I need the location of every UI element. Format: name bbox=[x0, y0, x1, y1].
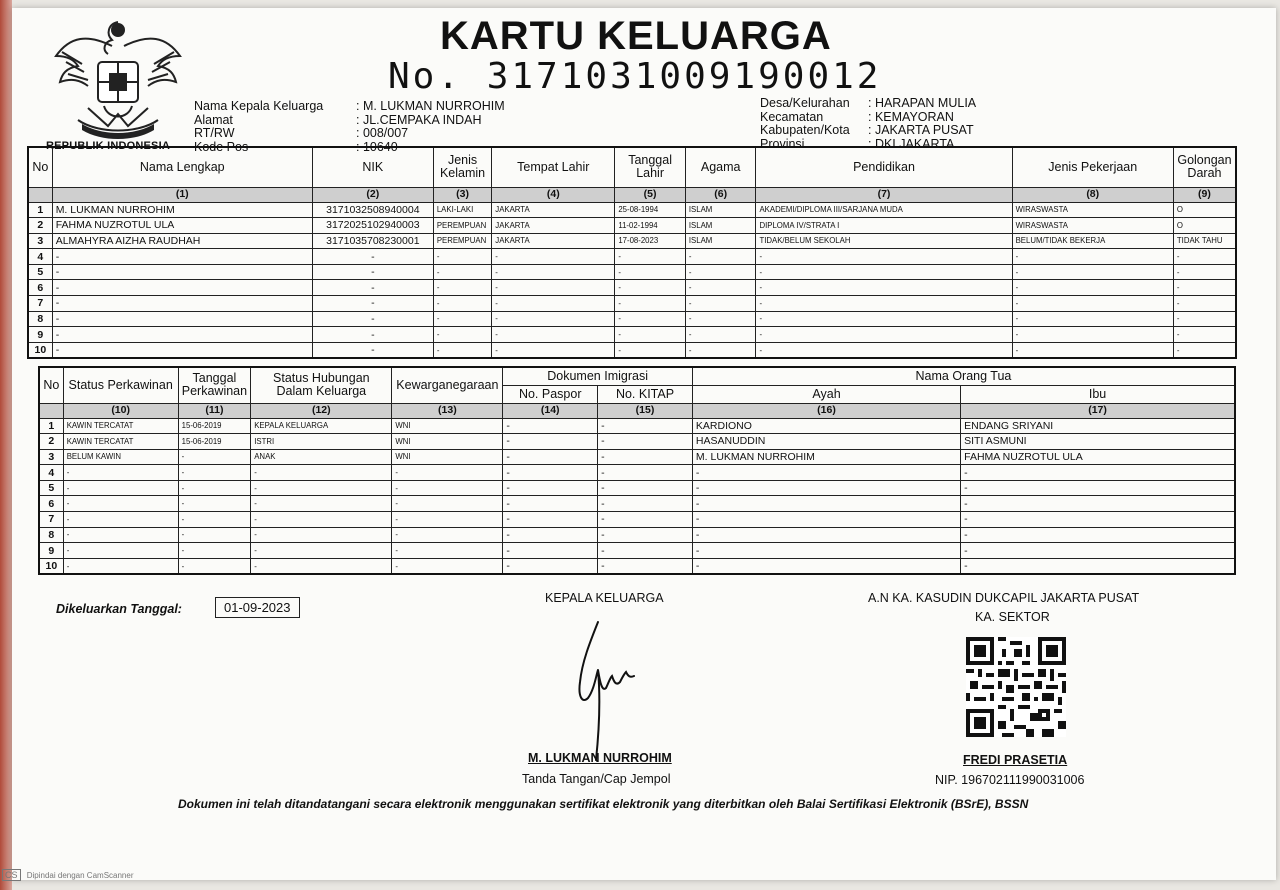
cell-ayah: - bbox=[692, 527, 960, 543]
table-row bbox=[28, 202, 1236, 218]
table-row bbox=[39, 543, 1235, 559]
head-of-family-name: M. LUKMAN NURROHIM bbox=[528, 751, 672, 765]
value-district: : KEMAYORAN bbox=[868, 109, 954, 124]
cell-tanggal-lahir: - bbox=[615, 311, 686, 327]
header-number: (15) bbox=[598, 403, 693, 418]
cell-agama: ISLAM bbox=[685, 233, 756, 249]
header-number: (14) bbox=[503, 403, 598, 418]
cell-no: 6 bbox=[39, 496, 63, 512]
header-number: (16) bbox=[692, 403, 960, 418]
cell-ayah: - bbox=[692, 480, 960, 496]
cell-pendidikan: - bbox=[756, 296, 1012, 312]
cell-no-paspor: - bbox=[503, 543, 598, 559]
cell-pendidikan: - bbox=[756, 342, 1012, 358]
cell-no: 5 bbox=[28, 264, 52, 280]
cell-kewarganegaraan: - bbox=[392, 465, 503, 481]
cell-no: 1 bbox=[39, 418, 63, 434]
cell-kewarganegaraan: - bbox=[392, 527, 503, 543]
table-row bbox=[28, 296, 1236, 312]
cell-agama: - bbox=[685, 296, 756, 312]
signature-icon bbox=[560, 612, 640, 762]
cell-tanggal-perkawinan: - bbox=[178, 480, 251, 496]
cell-jenis-pekerjaan: WIRASWASTA bbox=[1012, 218, 1173, 234]
cell-agama: - bbox=[685, 342, 756, 358]
cell-no: 10 bbox=[39, 558, 63, 574]
cell-jenis-kelamin: - bbox=[433, 327, 491, 343]
header-pendidikan: Pendidikan bbox=[756, 147, 1012, 187]
cell-jenis-kelamin: PEREMPUAN bbox=[433, 233, 491, 249]
cell-no-paspor: - bbox=[503, 527, 598, 543]
cell-status-hubungan: - bbox=[251, 543, 392, 559]
value-address: : JL.CEMPAKA INDAH bbox=[356, 112, 482, 127]
header-nama-lengkap: Nama Lengkap bbox=[52, 147, 312, 187]
header-number-blank bbox=[28, 187, 52, 202]
cell-nik: 3171032508940004 bbox=[312, 202, 433, 218]
header-right-labels bbox=[760, 97, 850, 151]
cell-status-perkawinan: - bbox=[63, 512, 178, 528]
cell-tempat-lahir: - bbox=[492, 342, 615, 358]
cell-no-kitap: - bbox=[598, 480, 693, 496]
family-card-number: No. 3171031009190012 bbox=[388, 56, 882, 97]
cell-jenis-kelamin: - bbox=[433, 280, 491, 296]
cell-jenis-kelamin: LAKI-LAKI bbox=[433, 202, 491, 218]
cell-no: 8 bbox=[39, 527, 63, 543]
cell-jenis-pekerjaan: WIRASWASTA bbox=[1012, 202, 1173, 218]
table-row bbox=[28, 264, 1236, 280]
header-number: (3) bbox=[433, 187, 491, 202]
cell-jenis-pekerjaan: - bbox=[1012, 342, 1173, 358]
official-title: A.N KA. KASUDIN DUKCAPIL JAKARTA PUSAT bbox=[868, 591, 1140, 605]
cell-nik: - bbox=[312, 264, 433, 280]
cell-nama-lengkap: - bbox=[52, 249, 312, 265]
header-jenis-kelamin: Jenis Kelamin bbox=[433, 147, 491, 187]
cell-status-perkawinan: - bbox=[63, 496, 178, 512]
label-district: Kecamatan bbox=[760, 109, 824, 124]
cell-status-hubungan: - bbox=[251, 465, 392, 481]
cell-ayah: - bbox=[692, 558, 960, 574]
label-province: Provinsi bbox=[760, 136, 805, 151]
cell-no-kitap: - bbox=[598, 496, 693, 512]
cell-kewarganegaraan: WNI bbox=[392, 449, 503, 465]
cell-golongan-darah: - bbox=[1173, 296, 1236, 312]
cell-no: 4 bbox=[28, 249, 52, 265]
cell-no-paspor: - bbox=[503, 480, 598, 496]
cell-no: 2 bbox=[39, 434, 63, 450]
cell-pendidikan: AKADEMI/DIPLOMA III/SARJANA MUDA bbox=[756, 202, 1012, 218]
cell-pendidikan: - bbox=[756, 280, 1012, 296]
header-number: (17) bbox=[961, 403, 1235, 418]
table-row bbox=[39, 512, 1235, 528]
paper-edge bbox=[0, 0, 12, 890]
cell-status-perkawinan: BELUM KAWIN bbox=[63, 449, 178, 465]
signature-caption: Tanda Tangan/Cap Jempol bbox=[522, 772, 671, 786]
cell-kewarganegaraan: WNI bbox=[392, 418, 503, 434]
cell-status-perkawinan: - bbox=[63, 558, 178, 574]
cell-pendidikan: TIDAK/BELUM SEKOLAH bbox=[756, 233, 1012, 249]
cell-pendidikan: - bbox=[756, 327, 1012, 343]
header-number: (4) bbox=[492, 187, 615, 202]
cell-jenis-pekerjaan: - bbox=[1012, 327, 1173, 343]
cell-tanggal-lahir: - bbox=[615, 327, 686, 343]
cell-pendidikan: - bbox=[756, 264, 1012, 280]
cell-status-hubungan: - bbox=[251, 558, 392, 574]
official-name: FREDI PRASETIA bbox=[963, 753, 1068, 767]
cell-ayah: - bbox=[692, 496, 960, 512]
table-row bbox=[39, 527, 1235, 543]
cell-jenis-pekerjaan: - bbox=[1012, 280, 1173, 296]
cell-jenis-pekerjaan: - bbox=[1012, 264, 1173, 280]
header-right-values bbox=[868, 97, 976, 151]
cell-no-kitap: - bbox=[598, 558, 693, 574]
cell-no-kitap: - bbox=[598, 418, 693, 434]
table-row bbox=[28, 327, 1236, 343]
cell-jenis-kelamin: - bbox=[433, 264, 491, 280]
header-no: No bbox=[28, 147, 52, 187]
cell-golongan-darah: - bbox=[1173, 327, 1236, 343]
table-row bbox=[28, 342, 1236, 358]
header-number: (10) bbox=[63, 403, 178, 418]
cell-ibu: SITI ASMUNI bbox=[961, 434, 1235, 450]
cell-ibu: - bbox=[961, 465, 1235, 481]
cell-tanggal-perkawinan: - bbox=[178, 543, 251, 559]
cell-status-perkawinan: - bbox=[63, 527, 178, 543]
table-row bbox=[39, 434, 1235, 450]
cell-agama: - bbox=[685, 249, 756, 265]
value-province: : DKI JAKARTA bbox=[868, 136, 955, 151]
cell-no-paspor: - bbox=[503, 449, 598, 465]
cell-pendidikan: DIPLOMA IV/STRATA I bbox=[756, 218, 1012, 234]
marital-parents-table bbox=[38, 366, 1236, 575]
table-row bbox=[28, 218, 1236, 234]
table-row bbox=[39, 558, 1235, 574]
cell-tempat-lahir: JAKARTA bbox=[492, 233, 615, 249]
country-label: REPUBLIK INDONESIA bbox=[46, 140, 170, 152]
cell-no-paspor: - bbox=[503, 434, 598, 450]
header-ayah: Ayah bbox=[692, 385, 960, 403]
header-number: (2) bbox=[312, 187, 433, 202]
header-number: (13) bbox=[392, 403, 503, 418]
cell-tanggal-lahir: 17-08-2023 bbox=[615, 233, 686, 249]
cell-nik: - bbox=[312, 327, 433, 343]
cell-tempat-lahir: - bbox=[492, 264, 615, 280]
cell-kewarganegaraan: WNI bbox=[392, 434, 503, 450]
cell-tempat-lahir: - bbox=[492, 296, 615, 312]
cell-tempat-lahir: JAKARTA bbox=[492, 202, 615, 218]
cell-golongan-darah: - bbox=[1173, 311, 1236, 327]
cell-no: 10 bbox=[28, 342, 52, 358]
cell-no: 3 bbox=[28, 233, 52, 249]
label-rt-rw: RT/RW bbox=[194, 126, 235, 140]
cell-agama: ISLAM bbox=[685, 202, 756, 218]
header-no-paspor: No. Paspor bbox=[503, 385, 598, 403]
cell-ibu: FAHMA NUZROTUL ULA bbox=[961, 449, 1235, 465]
cell-no: 6 bbox=[28, 280, 52, 296]
cell-ayah: KARDIONO bbox=[692, 418, 960, 434]
header-tanggal-perkawinan: Tanggal Perkawinan bbox=[178, 367, 251, 403]
value-rt-rw: : 008/007 bbox=[356, 126, 409, 140]
cell-nama-lengkap: - bbox=[52, 342, 312, 358]
header-status-perkawinan: Status Perkawinan bbox=[63, 367, 178, 403]
cell-nama-lengkap: - bbox=[52, 327, 312, 343]
cell-no-kitap: - bbox=[598, 465, 693, 481]
cell-kewarganegaraan: - bbox=[392, 543, 503, 559]
cell-tanggal-perkawinan: - bbox=[178, 527, 251, 543]
cell-no-kitap: - bbox=[598, 449, 693, 465]
cell-nik: - bbox=[312, 296, 433, 312]
document-title: KARTU KELUARGA bbox=[440, 14, 832, 58]
cell-status-perkawinan: - bbox=[63, 465, 178, 481]
cell-golongan-darah: - bbox=[1173, 264, 1236, 280]
label-address: Alamat bbox=[194, 112, 233, 127]
cell-nama-lengkap: FAHMA NUZROTUL ULA bbox=[52, 218, 312, 234]
cell-jenis-pekerjaan: - bbox=[1012, 249, 1173, 265]
cell-ayah: - bbox=[692, 543, 960, 559]
cell-ibu: - bbox=[961, 496, 1235, 512]
table-row bbox=[39, 449, 1235, 465]
cell-ibu: - bbox=[961, 527, 1235, 543]
cell-agama: ISLAM bbox=[685, 218, 756, 234]
header-number: (9) bbox=[1173, 187, 1236, 202]
cell-tanggal-perkawinan: - bbox=[178, 558, 251, 574]
table-row bbox=[28, 249, 1236, 265]
cell-agama: - bbox=[685, 264, 756, 280]
cell-kewarganegaraan: - bbox=[392, 512, 503, 528]
cell-no-paspor: - bbox=[503, 418, 598, 434]
cell-status-hubungan: - bbox=[251, 512, 392, 528]
cell-golongan-darah: - bbox=[1173, 249, 1236, 265]
cell-nik: - bbox=[312, 280, 433, 296]
cell-ibu: - bbox=[961, 558, 1235, 574]
cell-ayah: - bbox=[692, 512, 960, 528]
header-number: (11) bbox=[178, 403, 251, 418]
header-number: (5) bbox=[615, 187, 686, 202]
cell-nik: - bbox=[312, 342, 433, 358]
cell-tanggal-lahir: - bbox=[615, 342, 686, 358]
cell-jenis-kelamin: - bbox=[433, 311, 491, 327]
cell-no: 1 bbox=[28, 202, 52, 218]
header-agama: Agama bbox=[685, 147, 756, 187]
cell-tanggal-lahir: - bbox=[615, 264, 686, 280]
header-golongan-darah: Golongan Darah bbox=[1173, 147, 1236, 187]
cell-jenis-pekerjaan: BELUM/TIDAK BEKERJA bbox=[1012, 233, 1173, 249]
e-signature-disclaimer: Dokumen ini telah ditandatangani secara elektronik menggunakan sertifikat elektronik yang diterbitkan oleh Balai Sertifikasi Elektronik (BSrE), BSSN bbox=[178, 797, 1029, 811]
header-tanggal-lahir: Tanggal Lahir bbox=[615, 147, 686, 187]
cell-no: 4 bbox=[39, 465, 63, 481]
cell-no: 9 bbox=[28, 327, 52, 343]
cell-no-paspor: - bbox=[503, 496, 598, 512]
header-number: (12) bbox=[251, 403, 392, 418]
cell-kewarganegaraan: - bbox=[392, 558, 503, 574]
cell-no-kitap: - bbox=[598, 512, 693, 528]
cell-no: 7 bbox=[39, 512, 63, 528]
cell-no-kitap: - bbox=[598, 543, 693, 559]
cell-golongan-darah: - bbox=[1173, 280, 1236, 296]
cell-kewarganegaraan: - bbox=[392, 496, 503, 512]
cell-no: 9 bbox=[39, 543, 63, 559]
cell-nik: - bbox=[312, 311, 433, 327]
official-subtitle: KA. SEKTOR bbox=[975, 610, 1050, 624]
header-tempat-lahir: Tempat Lahir bbox=[492, 147, 615, 187]
cell-no: 2 bbox=[28, 218, 52, 234]
cell-agama: - bbox=[685, 327, 756, 343]
header-number: (7) bbox=[756, 187, 1012, 202]
cell-no: 7 bbox=[28, 296, 52, 312]
cell-agama: - bbox=[685, 280, 756, 296]
cell-golongan-darah: O bbox=[1173, 202, 1236, 218]
cell-nik: - bbox=[312, 249, 433, 265]
cell-tanggal-lahir: - bbox=[615, 296, 686, 312]
family-members-table bbox=[27, 146, 1237, 359]
scanner-text: Dipindai dengan CamScanner bbox=[26, 871, 134, 880]
head-of-family-title: KEPALA KELUARGA bbox=[545, 591, 664, 605]
cell-nama-lengkap: - bbox=[52, 280, 312, 296]
cell-ayah: HASANUDDIN bbox=[692, 434, 960, 450]
label-postal-code: Kode Pos bbox=[194, 139, 249, 154]
cell-no-paspor: - bbox=[503, 512, 598, 528]
issued-date-label: Dikeluarkan Tanggal: bbox=[56, 602, 182, 616]
cell-status-hubungan: ANAK bbox=[251, 449, 392, 465]
cell-no: 5 bbox=[39, 480, 63, 496]
official-nip: NIP. 196702111990031006 bbox=[935, 773, 1085, 787]
label-village: Desa/Kelurahan bbox=[760, 96, 850, 110]
label-head-of-family: Nama Kepala Keluarga bbox=[194, 99, 324, 113]
cell-pendidikan: - bbox=[756, 249, 1012, 265]
table-row bbox=[39, 465, 1235, 481]
cell-status-perkawinan: - bbox=[63, 480, 178, 496]
cell-ibu: - bbox=[961, 512, 1235, 528]
scanner-watermark bbox=[2, 869, 133, 881]
cell-jenis-pekerjaan: - bbox=[1012, 311, 1173, 327]
cell-status-hubungan: - bbox=[251, 527, 392, 543]
cell-jenis-kelamin: PEREMPUAN bbox=[433, 218, 491, 234]
cell-golongan-darah: TIDAK TAHU bbox=[1173, 233, 1236, 249]
cell-ayah: M. LUKMAN NURROHIM bbox=[692, 449, 960, 465]
cell-no-paspor: - bbox=[503, 558, 598, 574]
table-row bbox=[28, 311, 1236, 327]
cell-nama-lengkap: - bbox=[52, 296, 312, 312]
cell-tempat-lahir: JAKARTA bbox=[492, 218, 615, 234]
cell-status-perkawinan: KAWIN TERCATAT bbox=[63, 418, 178, 434]
cell-kewarganegaraan: - bbox=[392, 480, 503, 496]
cell-golongan-darah: - bbox=[1173, 342, 1236, 358]
cell-ibu: ENDANG SRIYANI bbox=[961, 418, 1235, 434]
table-row bbox=[39, 418, 1235, 434]
cell-status-hubungan: KEPALA KELUARGA bbox=[251, 418, 392, 434]
cell-ibu: - bbox=[961, 480, 1235, 496]
value-postal-code: : 10640 bbox=[356, 139, 398, 154]
header-kewarganegaraan: Kewarganegaraan bbox=[392, 367, 503, 403]
cell-nik: 3171035708230001 bbox=[312, 233, 433, 249]
table-row bbox=[28, 280, 1236, 296]
cell-tanggal-lahir: - bbox=[615, 249, 686, 265]
cell-nik: 3172025102940003 bbox=[312, 218, 433, 234]
cell-tanggal-lahir: - bbox=[615, 280, 686, 296]
cell-no-kitap: - bbox=[598, 527, 693, 543]
cell-no-kitap: - bbox=[598, 434, 693, 450]
cell-tanggal-perkawinan: - bbox=[178, 512, 251, 528]
issued-date-value: 01-09-2023 bbox=[215, 597, 300, 618]
value-head-of-family: : M. LUKMAN NURROHIM bbox=[356, 99, 505, 113]
header-jenis-pekerjaan: Jenis Pekerjaan bbox=[1012, 147, 1173, 187]
cell-jenis-kelamin: - bbox=[433, 249, 491, 265]
cell-status-hubungan: ISTRI bbox=[251, 434, 392, 450]
cell-nama-lengkap: - bbox=[52, 311, 312, 327]
scanner-badge: CS bbox=[2, 869, 21, 881]
header-number-blank bbox=[39, 403, 63, 418]
cell-pendidikan: - bbox=[756, 311, 1012, 327]
header-no-kitap: No. KITAP bbox=[598, 385, 693, 403]
cell-status-hubungan: - bbox=[251, 496, 392, 512]
cell-status-perkawinan: - bbox=[63, 543, 178, 559]
header-ibu: Ibu bbox=[961, 385, 1235, 403]
cell-status-perkawinan: KAWIN TERCATAT bbox=[63, 434, 178, 450]
cell-tanggal-perkawinan: - bbox=[178, 449, 251, 465]
cell-no-paspor: - bbox=[503, 465, 598, 481]
header-no: No bbox=[39, 367, 63, 403]
cell-jenis-pekerjaan: - bbox=[1012, 296, 1173, 312]
cell-tempat-lahir: - bbox=[492, 311, 615, 327]
cell-ibu: - bbox=[961, 543, 1235, 559]
cell-status-hubungan: - bbox=[251, 480, 392, 496]
header-nama-orang-tua: Nama Orang Tua bbox=[692, 367, 1235, 385]
cell-nama-lengkap: ALMAHYRA AIZHA RAUDHAH bbox=[52, 233, 312, 249]
cell-tempat-lahir: - bbox=[492, 280, 615, 296]
value-village: : HARAPAN MULIA bbox=[868, 96, 977, 110]
cell-tanggal-perkawinan: 15-06-2019 bbox=[178, 418, 251, 434]
cell-no: 8 bbox=[28, 311, 52, 327]
cell-jenis-kelamin: - bbox=[433, 296, 491, 312]
cell-ayah: - bbox=[692, 465, 960, 481]
table-row bbox=[39, 496, 1235, 512]
cell-tempat-lahir: - bbox=[492, 249, 615, 265]
cell-tempat-lahir: - bbox=[492, 327, 615, 343]
header-dokumen-imigrasi: Dokumen Imigrasi bbox=[503, 367, 693, 385]
qr-code-icon bbox=[966, 637, 1066, 737]
cell-tanggal-lahir: 25-08-1994 bbox=[615, 202, 686, 218]
cell-no: 3 bbox=[39, 449, 63, 465]
cell-nama-lengkap: M. LUKMAN NURROHIM bbox=[52, 202, 312, 218]
header-status-hubungan: Status Hubungan Dalam Keluarga bbox=[251, 367, 392, 403]
cell-agama: - bbox=[685, 311, 756, 327]
cell-golongan-darah: O bbox=[1173, 218, 1236, 234]
garuda-emblem-icon bbox=[48, 16, 188, 141]
cell-nama-lengkap: - bbox=[52, 264, 312, 280]
cell-jenis-kelamin: - bbox=[433, 342, 491, 358]
table-row bbox=[39, 480, 1235, 496]
label-city: Kabupaten/Kota bbox=[760, 123, 850, 137]
table-row bbox=[28, 233, 1236, 249]
header-number: (8) bbox=[1012, 187, 1173, 202]
header-number: (1) bbox=[52, 187, 312, 202]
cell-tanggal-lahir: 11-02-1994 bbox=[615, 218, 686, 234]
header-number: (6) bbox=[685, 187, 756, 202]
value-city: : JAKARTA PUSAT bbox=[868, 123, 974, 137]
cell-tanggal-perkawinan: - bbox=[178, 465, 251, 481]
cell-tanggal-perkawinan: 15-06-2019 bbox=[178, 434, 251, 450]
cell-tanggal-perkawinan: - bbox=[178, 496, 251, 512]
header-nik: NIK bbox=[312, 147, 433, 187]
